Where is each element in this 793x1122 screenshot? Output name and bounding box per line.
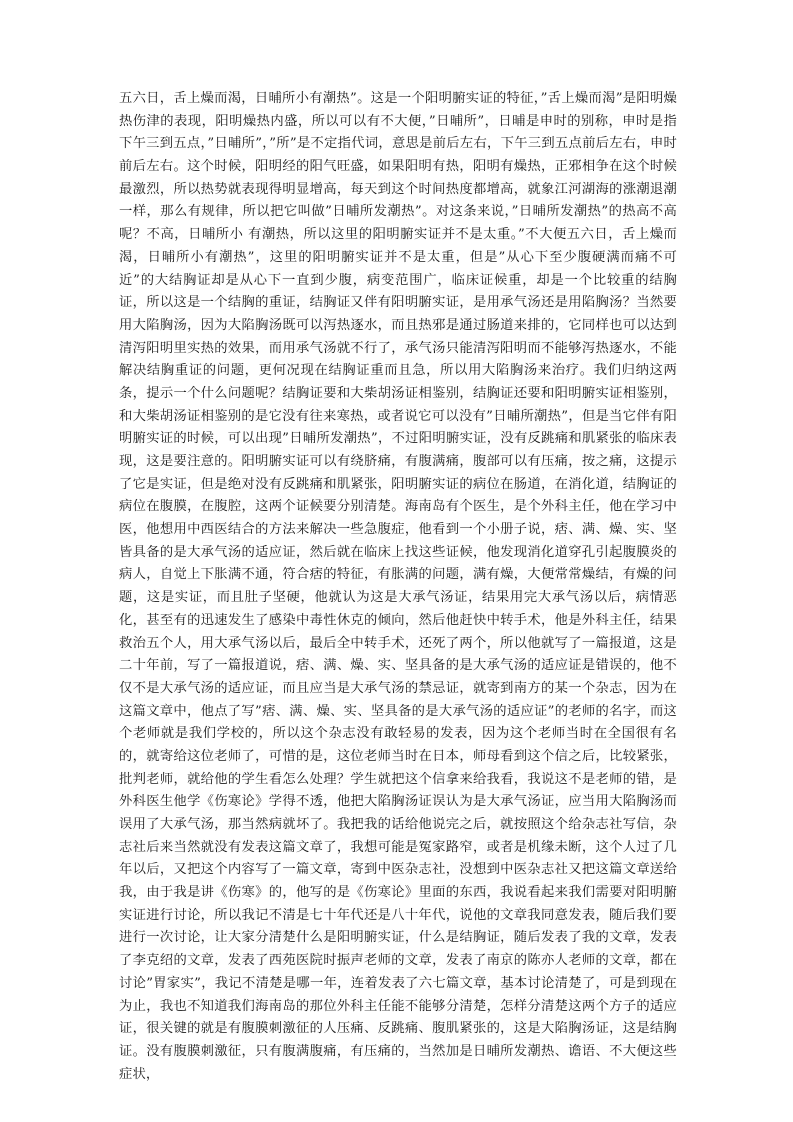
body-paragraph: 五六日，舌上燥而渴，日晡所小有潮热”。这是一个阳明腑实证的特征，”舌上燥而渴”是阳明燥热伤津的表现，阳明燥热内盛，所以可以有不大便，”日晡所”，日晡是申时的别称，申时是指下午三到五点，”日晡所”，”所”是不定指代词，意思是前后左右，下午三到五点前后左右，申时前后左右。这个时候，阳明经的阳气旺盛，如果阳明有热，阳明有燥热，正邪相争在这个时候最激烈，所以热势就表现得明显增高，每天到这个时间热度都增高，就象江河湖海的涨潮退潮一样，那么有规律，所以把它叫做”日晡所发潮热”。对这条来说，”日晡所发潮热”的热高不高呢？不高，日晡所小 有潮热，所以这里的阳明腑实证并不是太重。”不大便五六日，舌上燥而渴，日晡所小有潮热”，这里的阳明腑实证并不是太重，但是”从心下至少腹硬满而痛不可近”的大结胸证却是从心下一直到少腹，病变范围广，临床证候重，却是一个比较重的结胸证，所以这是一个结胸的重证，结胸证又伴有阳明腑实证，是用承气汤还是用陷胸汤？当然要用大陷胸汤，因为大陷胸汤既可以泻热逐水，而且热邪是通过肠道来排的，它同样也可以达到清泻阳明里实热的效果，而用承气汤就不行了，承气汤只能清泻阳明而不能够泻热逐水，不能解决结胸重证的问题，更何况现在结胸证重而且急，所以用大陷胸汤来治疗。我们归纳这两条，提示一个什么问题呢？结胸证要和大柴胡汤证相鉴别，结胸证还要和阳明腑实证相鉴别，和大柴胡汤证相鉴别的是它没有往来寒热，或者说它可以没有”日晡所潮热”，但是当它伴有阳明腑实证的时候，可以出现”日晡所发潮热”，不过阳明腑实证，没有反跳痛和肌紧张的临床表现，这是要注意的。阳明腑实证可以有绕脐痛，有腹满痛，腹部可以有压痛，按之痛，这提示了它是实证，但是绝对没有反跳痛和肌紧张，阳明腑实证的病位在肠道，在消化道，结胸证的病位在腹膜，在腹腔，这两个证候要分别清楚。海南岛有个医生，是个外科主任，他在学习中医，他想用中西医结合的方法来解决一些急腹症，他看到一个小册子说，痞、满、燥、实、坚皆具备的是大承气汤的适应证，然后就在临床上找这些证候，他发现消化道穿孔引起腹膜炎的病人，自觉上下胀满不通，符合痞的特征，有胀满的问题，满有燥，大便常常燥结，有燥的问题，这是实证，而且肚子坚硬，他就认为这是大承气汤证，结果用完大承气汤以后，病情恶化，甚至有的迅速发生了感染中毒性休克的倾向，然后他赶快中转手术，他是外科主任，结果救治五个人，用大承气汤以后，最后全中转手术，还死了两个，所以他就写了一篇报道，这是二十年前，写了一篇报道说，痞、满、燥、实、坚具备的是大承气汤的适应证是错误的，他不仅不是大承气汤的适应证，而且应当是大承气汤的禁忌证，就寄到南方的某一个杂志，因为在这篇文章中，他点了写”痞、满、燥、实、坚具备的是大承气汤的适应证”的老师的名字，而这个老师就是我们学校的，所以这个杂志没有敢轻易的发表，因为这个老师当时在全国很有名的，就寄给这位老师了，可惜的是，这位老师当时在日本，师母看到这个信之后，比较紧张，批判老师，就给他的学生看怎么处理？学生就把这个信拿来给我看，我说这不是老师的错，是外科医生他学《伤寒论》学得不透，他把大陷胸汤证误认为是大承气汤证，应当用大陷胸汤而误用了大承气汤，那当然病就坏了。我把我的话给他说完之后，就按照这个给杂志社写信，杂志社后来当然就没有发表这篇文章了，我想可能是冤家路窄，或者是机缘未断，这个人过了几年以后，又把这个内容写了一篇文章，寄到中医杂志社，没想到中医杂志社又把这篇文章送给我，由于我是讲《伤寒》的，他写的是《伤寒论》里面的东西，我说看起来我们需要对阳明腑实证进行讨论，所以我记不清是七十年代还是八十年代，说他的文章我同意发表，随后我们要进行一次讨论，让大家分清楚什么是阳明腑实证，什么是结胸证，随后发表了我的文章，发表了李克绍的文章，发表了西苑医院时振声老师的文章，发表了南京的陈亦人老师的文章，都在讨论”胃家实”，我记不清楚是哪一年，连着发表了六七篇文章，基本讨论清楚了，可是到现在为止，我也不知道我们海南岛的那位外科主任能不能够分清楚，怎样分清楚这两个方子的适应证，很关键的就是有腹膜刺激征的人压痛、反跳痛、腹肌紧张的，这是大陷胸汤证，这是结胸证。没有腹膜刺激征，只有腹满腹痛，有压痛的，当然加是日晡所发潮热、谵语、不大便这些症状， — [119, 91, 677, 1082]
